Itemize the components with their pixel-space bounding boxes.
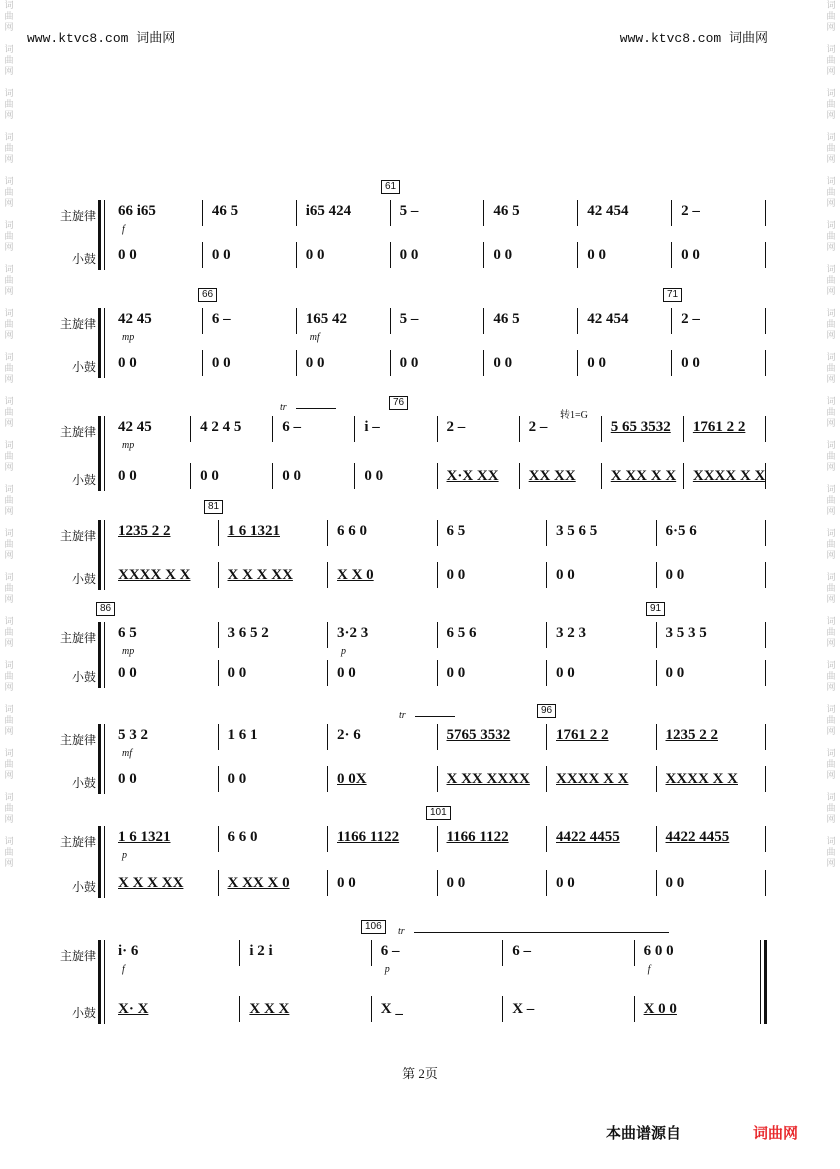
drum-measure: 0 0 [587,355,607,371]
melody-measure: i65 424 [305,203,352,219]
drum-measure: 0 0 [681,355,700,371]
drum-measure: 0 0 [118,247,137,263]
melody-measure: 2 – [681,311,700,327]
barline [577,242,578,268]
part-label-melody: 主旋律 [59,529,96,543]
drum-measure: X – [512,1001,535,1017]
drum-measure: 0 0 [118,468,137,484]
dynamic-mark: f [122,224,125,235]
part-label-drum: 小鼓 [71,1006,96,1020]
melody-measure: 42 45 [118,311,152,327]
drum-measure: 0 0 [200,468,219,484]
score-system [0,501,840,590]
melody-measure: 6 5 6 [446,625,477,641]
part-label-drum: 小鼓 [71,776,96,790]
melody-measure: 5 – [399,203,419,219]
drum-measure: X XX X 0 [227,875,290,891]
melody-measure: 6 – [211,311,231,327]
barline [671,200,672,226]
melody-measure: 165 42 [305,311,347,327]
melody-measure: 66 i65 [118,203,156,219]
trill-line [296,408,336,409]
barline [483,350,484,376]
melody-measure: 2 – [528,419,548,435]
melody-measure: 1166 1122 [446,829,509,845]
barline [327,520,328,546]
drum-measure: X XX XXXX [446,771,530,787]
barline [546,622,547,648]
drum-measure: 0 0 [399,247,419,263]
measure-number: 71 [663,288,682,302]
barline [218,766,219,792]
part-label-melody: 主旋律 [59,425,96,439]
part-label-drum: 小鼓 [71,572,96,586]
score-system [0,289,840,378]
barline [656,520,657,546]
measure-number: 61 [381,180,400,194]
system-brace [98,826,106,898]
header-right: www.ktvc8.com 词曲网 [619,31,768,46]
part-label-melody: 主旋律 [59,835,96,849]
drum-measure: 0 0 [665,665,685,681]
barline [601,416,602,442]
barline [577,308,578,334]
drum-measure: X·X XX [446,468,499,484]
barline [577,200,578,226]
barline [218,660,219,686]
barline [327,562,328,588]
barline [546,660,547,686]
part-label-drum: 小鼓 [71,473,96,487]
melody-measure: 46 5 [493,203,520,219]
barline [272,463,273,489]
barline [656,622,657,648]
melody-measure: 3 5 3 5 [665,625,707,641]
barline [656,724,657,750]
barline [656,870,657,896]
trill-line [414,932,669,933]
drum-measure: 0 0 [282,468,301,484]
barline [239,996,240,1022]
barline [765,308,766,334]
barline [296,242,297,268]
barline [765,660,766,686]
melody-measure: 46 5 [493,311,520,327]
barline [683,416,684,442]
melody-measure: 5 – [399,311,419,327]
drum-measure: 0 0 [227,771,247,787]
drum-measure: 0 0 [118,355,137,371]
barline [437,870,438,896]
barline [671,242,672,268]
dynamic-mark: mp [122,440,135,451]
barline [272,416,273,442]
score-system [0,807,840,898]
barline [437,562,438,588]
barline [634,996,635,1022]
dynamic-mark: mp [122,646,135,657]
barline [502,996,503,1022]
drum-measure: 0 0 [118,771,137,787]
barline [656,660,657,686]
drum-measure: X X X [249,1001,290,1017]
melody-measure: 1 6 1321 [118,829,171,845]
barline [437,520,438,546]
melody-measure: 1 6 1 [227,727,258,743]
melody-measure: 3 6 5 2 [227,625,269,641]
dynamic-mark: p [122,850,127,861]
trill-mark: tr [280,402,287,413]
barline [218,520,219,546]
drum-measure: 0 0 [364,468,384,484]
trill-mark: tr [399,710,406,721]
drum-measure: 0 0 [665,567,685,583]
barline [239,940,240,966]
barline [327,870,328,896]
melody-measure: i· 6 [118,943,139,959]
barline [760,940,761,1024]
system-brace [98,940,106,1024]
part-label-melody: 主旋律 [59,631,96,645]
trill-line [415,716,455,717]
barline [546,826,547,852]
drum-measure: XXXX X X [692,468,766,484]
barline [765,242,766,268]
part-label-melody: 主旋律 [59,317,96,331]
part-label-drum: 小鼓 [71,880,96,894]
watermark-left: 词 曲 网 词 曲 网 词 曲 网 词 曲 网 词 曲 网 词 曲 网 词 曲 网 词 曲 网 词 曲 网 词 曲 网 词 曲 网 词 曲 网 词 曲 网 词 曲 网 词 曲 网 词 曲 网 词 曲 网 词 曲 网 词 曲 网 词 曲 网 [4,0,14,868]
barline [437,660,438,686]
drum-measure: 0 0 [446,665,466,681]
part-label-drum: 小鼓 [71,252,96,266]
barline [218,870,219,896]
barline [671,308,672,334]
drum-measure: 0 0 [556,665,575,681]
barline [519,463,520,489]
melody-measure: 4422 4455 [665,829,730,845]
drum-measure: 0 0 [556,567,575,583]
barline [218,724,219,750]
barline [765,724,766,750]
melody-measure: 5 65 3532 [610,419,671,435]
trill-mark: tr [398,926,405,937]
page-number: 第 2页 [402,1066,438,1081]
melody-measure: 6 – [512,943,531,959]
drum-measure: 0 0 [493,247,513,263]
barline [656,562,657,588]
drum-measure: 0 0 [681,247,700,263]
barline [765,622,766,648]
measure-number: 66 [198,288,217,302]
barline [202,308,203,334]
drum-measure: X X X XX [227,567,293,583]
system-brace [98,308,106,378]
barline [765,870,766,896]
barline [765,766,766,792]
barline [390,308,391,334]
barline [296,200,297,226]
barline [765,416,766,442]
score-system [0,397,840,491]
barline [327,622,328,648]
melody-measure: 6 5 [118,625,137,641]
melody-measure: 3·2 3 [337,625,369,641]
barline [546,520,547,546]
drum-measure: 0 0 [337,665,356,681]
melody-measure: 6 6 0 [337,523,367,539]
drum-measure: 0 0 [587,247,607,263]
barline [354,463,355,489]
melody-measure: 42 454 [587,203,629,219]
dynamic-mark: p [384,964,390,975]
system-brace [98,416,106,491]
header-left: www.ktvc8.com 词曲网 [27,31,176,46]
barline [371,996,372,1022]
dynamic-mark: f [122,964,125,975]
melody-measure: 6 5 [446,523,466,539]
measure-number: 91 [646,602,665,616]
melody-measure: 42 45 [118,419,152,435]
barline [483,308,484,334]
melody-measure: 2 – [681,203,700,219]
melody-measure: 5765 3532 [446,727,511,743]
barline [202,350,203,376]
barline [202,200,203,226]
melody-measure: 46 5 [211,203,239,219]
melody-measure: 6 – [380,943,400,959]
melody-measure: 1761 2 2 [692,419,746,435]
final-barline [764,940,767,1024]
melody-measure: 6 6 0 [227,829,258,845]
drum-measure: 0 0 [399,355,419,371]
barline [437,826,438,852]
melody-measure: 5 3 2 [118,727,148,743]
melody-measure: 42 454 [587,311,629,327]
drum-measure: 0 0 [493,355,513,371]
system-brace [98,200,106,270]
barline [765,562,766,588]
melody-measure: i 2 i [249,943,273,959]
system-brace [98,520,106,590]
barline [390,200,391,226]
barline [437,463,438,489]
melody-measure: 2 – [446,419,466,435]
part-label-drum: 小鼓 [71,360,96,374]
barline [546,562,547,588]
measure-number: 76 [389,396,408,410]
barline [327,826,328,852]
brand-link[interactable]: 词曲网 [753,1125,799,1142]
score-system [0,181,840,270]
melody-measure: i – [364,419,380,435]
barline [437,416,438,442]
barline [437,724,438,750]
drum-measure: 0 0 [446,875,466,891]
drum-measure: X· X [118,1001,149,1017]
score-system [0,603,840,688]
barline [371,940,372,966]
barline [656,826,657,852]
barline [190,416,191,442]
drum-measure: XXXX X X [118,567,191,583]
score-system [0,921,840,1024]
drum-measure: 0 0 [665,875,685,891]
barline [656,766,657,792]
barline [296,350,297,376]
drum-measure: 0 0 [118,665,137,681]
watermark-right: 词 曲 网 词 曲 网 词 曲 网 词 曲 网 词 曲 网 词 曲 网 词 曲 网 词 曲 网 词 曲 网 词 曲 网 词 曲 网 词 曲 网 词 曲 网 词 曲 网 词 曲 网 词 曲 网 词 曲 网 词 曲 网 词 曲 网 词 曲 网 [826,0,836,868]
barline [296,308,297,334]
drum-measure: 0 0 [446,567,466,583]
drum-measure: 0 0 [556,875,575,891]
drum-measure: X XX X X [610,468,677,484]
barline [577,350,578,376]
barline [327,766,328,792]
barline [546,724,547,750]
barline [354,416,355,442]
drum-measure: X 0 0 [643,1001,677,1017]
part-label-melody: 主旋律 [59,209,96,223]
barline [218,622,219,648]
barline [765,520,766,546]
part-label-melody: 主旋律 [59,949,96,963]
drum-measure: X _ [380,1001,403,1017]
source-label: 本曲谱源自 [606,1125,682,1142]
barline [437,766,438,792]
drum-measure: 0 0X [337,771,367,787]
barline [671,350,672,376]
barline [218,826,219,852]
melody-measure: 6·5 6 [665,523,697,539]
melody-measure: 4 2 4 5 [200,419,242,435]
part-label-melody: 主旋律 [59,733,96,747]
melody-measure: 1235 2 2 [665,727,718,743]
system-brace [98,724,106,794]
barline [765,350,766,376]
barline [519,416,520,442]
barline [390,242,391,268]
drum-measure: X X X XX [118,875,184,891]
dynamic-mark: mf [309,332,320,343]
barline [502,940,503,966]
barline [327,660,328,686]
dynamic-mark: mp [122,332,135,343]
melody-measure: 3 2 3 [556,625,586,641]
drum-measure: 0 0 [305,355,325,371]
barline [546,766,547,792]
part-label-drum: 小鼓 [71,670,96,684]
measure-number: 106 [361,920,386,934]
drum-measure: XXXX X X [556,771,629,787]
barline [483,200,484,226]
melody-measure: 4422 4455 [556,829,620,845]
barline [390,350,391,376]
drum-measure: 0 0 [337,875,356,891]
barline [634,940,635,966]
melody-measure: 3 5 6 5 [556,523,598,539]
dynamic-mark: f [647,964,651,975]
barline [765,200,766,226]
melody-measure: 2· 6 [337,727,361,743]
melody-measure: 1761 2 2 [556,727,609,743]
melody-measure: 1166 1122 [337,829,400,845]
drum-measure: 0 0 [211,355,231,371]
melody-measure: 6 0 0 [643,943,674,959]
drum-measure: XXXX X X [665,771,738,787]
barline [765,826,766,852]
melody-measure: 1235 2 2 [118,523,171,539]
barline [483,242,484,268]
key-change: 转1=G [560,410,588,421]
barline [683,463,684,489]
dynamic-mark: p [341,646,346,657]
barline [546,870,547,896]
drum-measure: 0 0 [305,247,325,263]
measure-number: 81 [204,500,223,514]
measure-number: 96 [537,704,556,718]
score-system [0,705,840,794]
barline [190,463,191,489]
drum-measure: 0 0 [227,665,247,681]
measure-number: 101 [426,806,451,820]
drum-measure: XX XX [528,468,576,484]
dynamic-mark: mf [122,748,132,759]
barline [218,562,219,588]
barline [437,622,438,648]
melody-measure: 1 6 1321 [227,523,280,539]
barline [202,242,203,268]
barline [327,724,328,750]
drum-measure: X X 0 [337,567,374,583]
melody-measure: 6 – [282,419,301,435]
barline [601,463,602,489]
measure-number: 86 [96,602,115,616]
system-brace [98,622,106,688]
drum-measure: 0 0 [211,247,231,263]
